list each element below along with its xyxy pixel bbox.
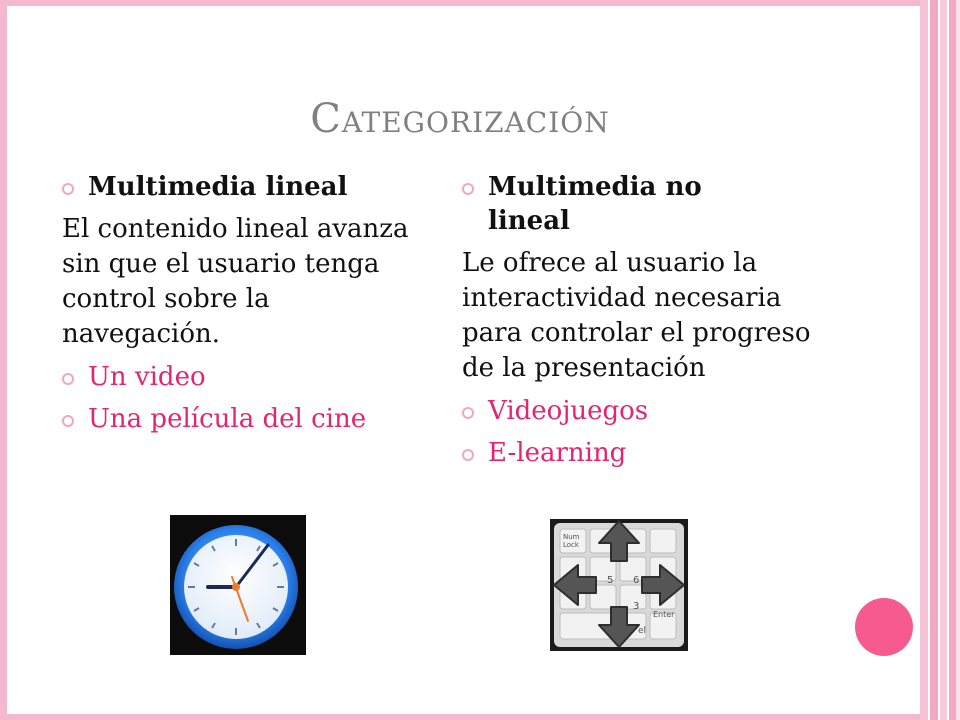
right-example-item	[462, 436, 842, 470]
keypad-key-3: 3	[633, 601, 640, 612]
slide-frame-bottom	[0, 714, 920, 720]
bullet-icon	[462, 449, 474, 461]
slide-frame-top	[0, 0, 920, 6]
left-heading	[62, 170, 422, 204]
keypad-key-5: 5	[607, 575, 614, 586]
slide-title: Categorización	[310, 96, 610, 142]
right-example-text: E-learning	[488, 438, 627, 468]
left-example-text: Un video	[88, 362, 206, 392]
keypad-numlock-label: Num	[563, 533, 580, 541]
decorative-stripes	[920, 0, 960, 720]
decorative-circle	[855, 598, 913, 656]
keypad-key-6: 6	[633, 575, 640, 586]
clock-icon	[170, 515, 306, 655]
bullet-icon	[62, 373, 74, 385]
bullet-icon	[462, 183, 474, 195]
bullet-icon	[462, 407, 474, 419]
right-heading-line1: Multimedia no	[488, 172, 702, 202]
bullet-icon	[62, 415, 74, 427]
arrow-keypad-icon	[550, 519, 688, 651]
right-example-text: Videojuegos	[488, 396, 649, 426]
left-description: El contenido lineal avanza sin que el usuario tenga control sobre la navegación.	[62, 214, 409, 349]
right-description: Le ofrece al usuario la interactividad necesaria para controlar el progreso de la presentación	[462, 248, 811, 383]
left-heading-text: Multimedia lineal	[88, 172, 348, 202]
keypad-enter-label: Enter	[653, 610, 675, 619]
left-column	[62, 170, 422, 444]
left-example-item	[62, 360, 422, 394]
right-column	[462, 170, 842, 478]
right-heading-line2: lineal	[488, 206, 570, 236]
keypad-del-label: el	[638, 626, 647, 636]
right-heading	[462, 170, 842, 238]
left-example-text: Una película del cine	[88, 404, 367, 434]
keypad-numlock-label-2: Lock	[563, 541, 579, 549]
left-example-item	[62, 402, 422, 436]
right-example-item	[462, 394, 842, 428]
bullet-icon	[62, 183, 74, 195]
